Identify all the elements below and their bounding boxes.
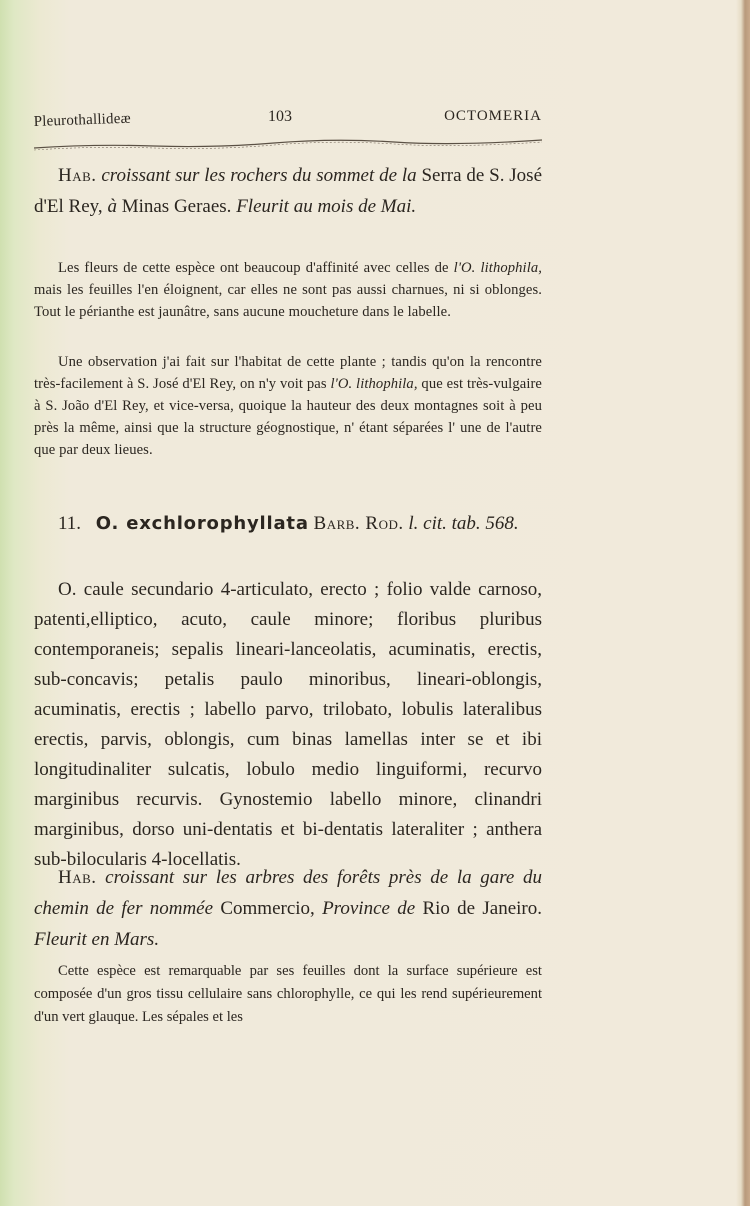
hab-roman: Rio de Janeiro.: [422, 898, 543, 919]
hab-italic: du chemin de fer nommée: [34, 867, 542, 919]
species-number: 11.: [58, 513, 82, 534]
running-header: [34, 104, 542, 132]
running-head-left: Pleurothallideæ: [33, 110, 132, 131]
latin-diagnosis: O. caule secundario 4-articulato, erecto ; folio valde carnoso, patenti,elliptico, acuto, caule minore; floribus pluribus contemporaneis; sepalis lineari-lanceolatis, acuminatis, erectis, sub-concavis; petalis paulo minoribus, lineari-oblongis, acuminatis, erectis ; labello parvo, trilobato, lobulis lateralibus erectis, parvis, oblongis, cum binas lamellas inter se et ibi longitudinaliter sulcatis, lobulo medio linguiformi, recurvo marginibus recurvis. Gynostemio labello minore, clinandri marginibus, dorso uni-dentatis et bi-dentatis lateraliter ; anthera sub-bilocularis 4-locellatis.: [34, 579, 542, 870]
hab-flower: Fleurit en Mars.: [34, 929, 160, 950]
hab-a: à: [107, 196, 117, 217]
hab-place: Minas Geraes.: [121, 196, 232, 217]
paragraph-remark: Cette espèce est remarquable par ses feuilles dont la surface supérieure est composée d'un gros tissu cellulaire sans chlorophylle, ce qui les rend supérieurement d'un vert glauque. Les sépales et les: [34, 963, 542, 1025]
hab-label: Hab.: [58, 165, 97, 186]
page-edge: [736, 0, 750, 1206]
paragraph-text: que est très-vulgaire à S. João d'El Rey, et vice-versa, quoique la hauteur des deux montagnes soit à peu près la même, ainsi que la structure géognostique, n' étant séparées l' une de l'autre que par deux lieues.: [34, 376, 543, 458]
hab-flower: Fleurit au mois de Mai.: [236, 196, 417, 217]
species-author: Barb. Rod.: [313, 513, 404, 534]
hab-province: Province de: [322, 898, 416, 919]
habitat-paragraph-2: [34, 862, 542, 955]
species-reference: l'O. lithophila,: [453, 260, 542, 276]
paragraph-text: Les fleurs de cette espèce ont beaucoup d'affinité avec celles de: [58, 260, 449, 276]
species-heading: [34, 508, 542, 539]
species-reference: l. cit. tab. 568.: [408, 513, 519, 534]
paragraph-text: Une observation j'ai fait sur l'habitat de cette plante ; tandis qu'on la rencontre très-facilement à S. José d'El Rey, on n'y voit pas: [34, 354, 542, 392]
paragraph-habitat-observation: [34, 351, 542, 461]
habitat-paragraph-1: [34, 160, 542, 222]
paragraph-text: mais les feuilles l'en éloignent, car elles ne sont pas aussi charnues, ni si oblonges. Tout le périanthe est jaunâtre, sans aucune moucheture dans le labelle.: [34, 282, 542, 320]
header-rule: [34, 138, 542, 152]
species-name: O. exchlorophyllata: [95, 513, 309, 534]
paragraph-affinity: [34, 257, 542, 323]
hab-roman: Serra de S. José d'El Rey,: [34, 165, 542, 217]
hab-roman: Commercio,: [220, 898, 315, 919]
running-head-right: OCTOMERIA: [444, 108, 542, 124]
hab-label: Hab.: [58, 867, 97, 888]
species-reference: l'O. lithophila,: [330, 376, 418, 392]
hab-italic: croissant sur les rochers du sommet de la: [101, 165, 417, 186]
page-number: 103: [268, 108, 292, 125]
hab-italic: croissant sur les arbres des forêts près de la gare: [105, 867, 515, 888]
